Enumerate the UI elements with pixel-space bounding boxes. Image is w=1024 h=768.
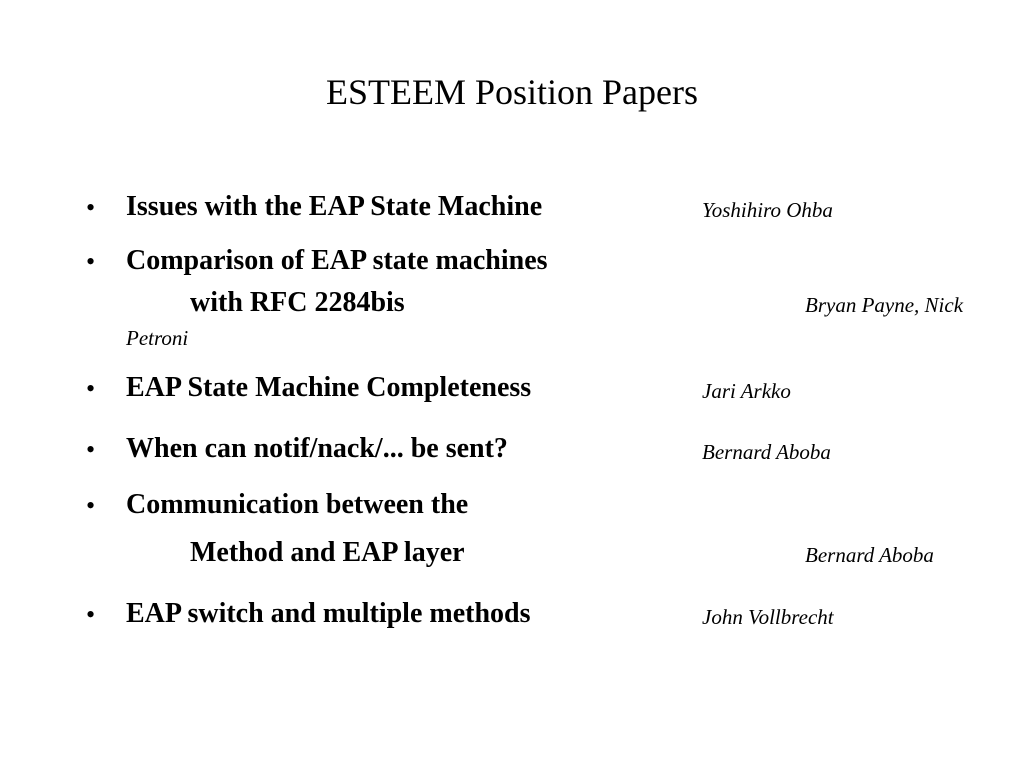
topic-title-line1: Comparison of EAP state machines: [126, 245, 548, 276]
bullet: •: [86, 247, 96, 276]
bullet: •: [86, 374, 96, 403]
topic-author: Jari Arkko: [702, 379, 791, 403]
slide-title: ESTEEM Position Papers: [325, 72, 698, 112]
topic-author: John Vollbrecht: [702, 605, 834, 629]
bullet: •: [86, 193, 96, 222]
topic-title-line2: with RFC 2284bis: [190, 287, 405, 318]
topic-author: Bernard Aboba: [805, 543, 934, 567]
topic-title: Issues with the EAP State Machine: [126, 191, 543, 222]
bullet: •: [86, 491, 96, 520]
topic-author-line1: Bryan Payne, Nick: [805, 293, 964, 317]
topic-title-line2: Method and EAP layer: [190, 537, 465, 568]
topic-title: EAP switch and multiple methods: [126, 598, 531, 629]
topic-title-line1: Communication between the: [126, 489, 469, 520]
bullet: •: [86, 435, 96, 464]
topic-title: When can notif/nack/... be sent?: [126, 433, 508, 464]
topic-title: EAP State Machine Completeness: [126, 372, 532, 403]
topic-author-line2: Petroni: [126, 326, 189, 350]
topic-author: Yoshihiro Ohba: [702, 198, 833, 222]
topic-author: Bernard Aboba: [702, 440, 831, 464]
bullet: •: [86, 600, 96, 629]
